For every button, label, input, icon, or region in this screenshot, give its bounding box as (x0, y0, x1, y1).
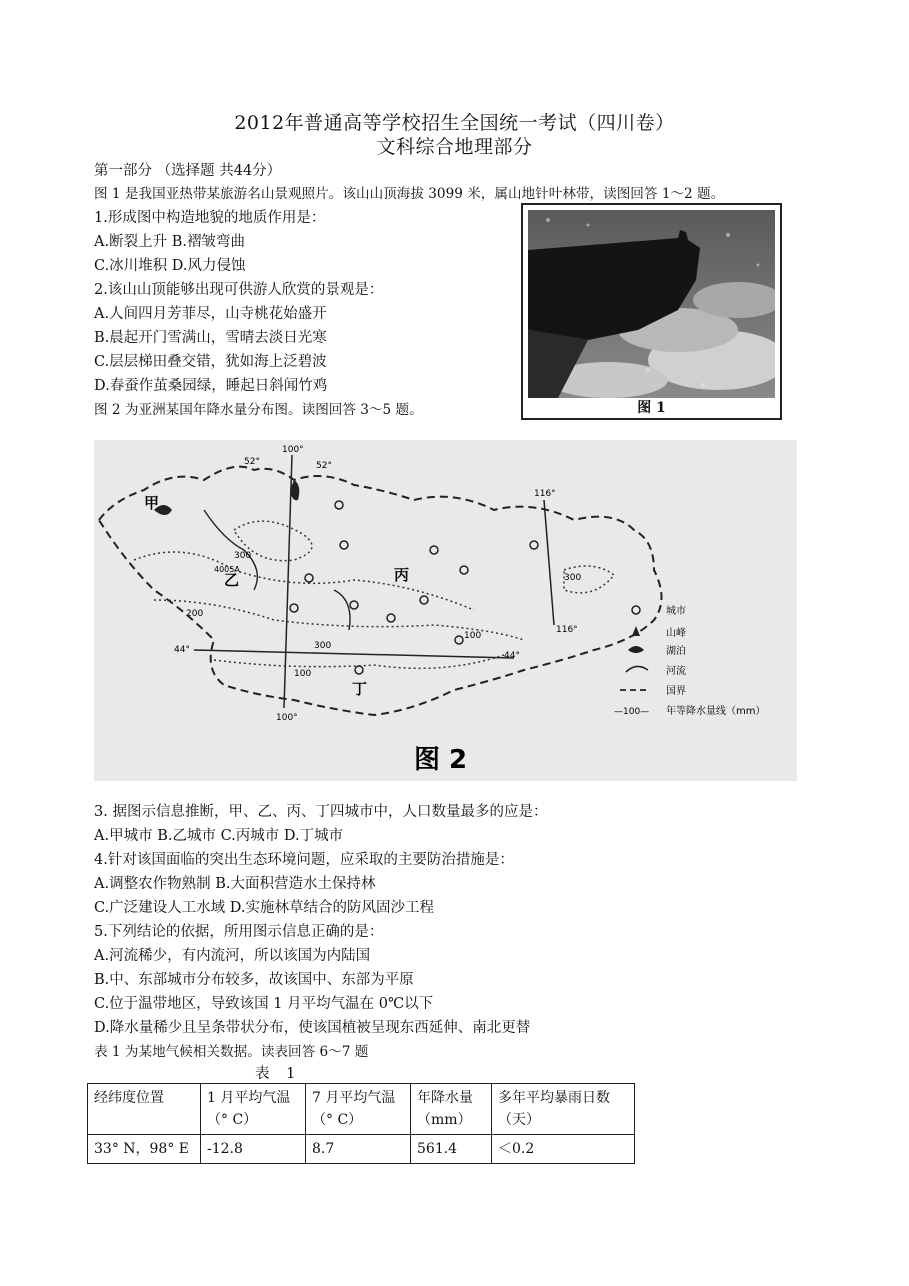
isohyet-label: 100 (464, 631, 482, 641)
figure-1 (521, 203, 782, 420)
table-cell: 561.4 (411, 1135, 492, 1164)
lon-label: 116° (534, 489, 556, 499)
lat-label: 44° (504, 651, 520, 661)
question-line: 5.下列结论的依据，所用图示信息正确的是： (94, 924, 384, 940)
city-bing-label: 丙 (394, 566, 410, 584)
table-header-cell: 经纬度位置 (88, 1084, 201, 1135)
exam-subtitle: 文科综合地理部分 (376, 136, 533, 158)
table-cell: 33° N，98° E (88, 1135, 201, 1164)
part-heading: 第一部分 （选择题 共44分） (94, 163, 282, 179)
question-line: 2.该山山顶能够出现可供游人欣赏的景观是： (94, 282, 384, 298)
option-line: C.层层梯田叠交错，犹如海上泛碧波 (94, 354, 327, 370)
isohyet-label: 200 (186, 609, 204, 619)
isohyet-label: 300 (564, 573, 582, 583)
legend-item: 湖泊 (666, 646, 686, 657)
option-line: A.人间四月芳菲尽，山寺桃花始盛开 (94, 306, 327, 322)
city-yi-label: 乙 (224, 571, 240, 589)
intro-fig1: 图 1 是我国亚热带某旅游名山景观照片。该山山顶海拔 3099 米，属山地针叶林带，读图回答 1～2 题。 (94, 186, 725, 202)
option-line: A.甲城市 B.乙城市 C.丙城市 D.丁城市 (94, 828, 344, 844)
table-header-row (88, 1084, 635, 1135)
intro-table1: 表 1 为某地气候相关数据。读表回答 6～7 题 (94, 1044, 369, 1060)
lat-label: 52° (244, 457, 260, 467)
table-cell: 8.7 (306, 1135, 411, 1164)
lat-label: 44° (174, 645, 190, 655)
legend-item: 山峰 (666, 628, 686, 639)
table-cell: -12.8 (201, 1135, 306, 1164)
isohyet-label: 100 (294, 669, 312, 679)
option-line: B.中、东部城市分布较多，故该国中、东部为平原 (94, 972, 414, 988)
isohyet-label: 300 (234, 551, 252, 561)
figure-2-caption: 图 2 (414, 745, 468, 775)
legend-item: 河流 (666, 666, 686, 677)
city-ding-label: 丁 (352, 680, 368, 698)
question-line: 1.形成图中构造地貌的地质作用是： (94, 210, 326, 226)
question-line: 3. 据图示信息推断，甲、乙、丙、丁四城市中，人口数量最多的应是： (94, 804, 548, 820)
option-line: B.晨起开门雪满山，雪晴去淡日光寒 (94, 330, 327, 346)
lat-label: 52° (316, 461, 332, 471)
option-line: A.河流稀少，有内流河，所以该国为内陆国 (94, 948, 371, 964)
exam-title: 2012年普通高等学校招生全国统一考试（四川卷） (234, 112, 675, 134)
lon-label: 100° (282, 445, 304, 455)
figure-2 (94, 440, 797, 781)
option-line: C.广泛建设人工水域 D.实施林草结合的防风固沙工程 (94, 900, 435, 916)
question-line: 4.针对该国面临的突出生态环境问题，应采取的主要防治措施是： (94, 852, 514, 868)
lon-label: 100° (276, 713, 298, 723)
legend-item: 城市 (666, 606, 686, 617)
table-1-caption: 表 1 (255, 1066, 302, 1082)
peak-label: 4005A (214, 565, 240, 574)
table-header-cell: 多年平均暴雨日数 （天） (492, 1084, 635, 1135)
lon-label: 116° (556, 625, 578, 635)
option-line: D.春蚕作茧桑园绿，睡起日斜闻竹鸡 (94, 378, 328, 394)
table-row (88, 1135, 635, 1164)
table-header-cell: 7 月平均气温 （° C） (306, 1084, 411, 1135)
national-border (99, 467, 662, 715)
legend-sample: —100— (614, 707, 650, 717)
climate-table (87, 1083, 635, 1164)
option-line: D.降水量稀少且呈条带状分布，使该国植被呈现东西延伸、南北更替 (94, 1020, 531, 1036)
option-line: C.位于温带地区，导致该国 1 月平均气温在 0℃以下 (94, 996, 434, 1012)
isohyet-label: 300 (314, 641, 332, 651)
legend-item: 国界 (666, 686, 686, 697)
figure-1-caption: 图 1 (637, 400, 666, 416)
map-legend (614, 604, 765, 717)
table-cell: ＜0.2 (492, 1135, 635, 1164)
option-line: A.调整农作物熟制 B.大面积营造水土保持林 (94, 876, 376, 892)
mountain-photo (528, 210, 775, 398)
legend-item: 年等降水量线（mm） (666, 706, 766, 717)
option-line: A.断裂上升 B.褶皱弯曲 (94, 234, 245, 250)
intro-fig2: 图 2 为亚洲某国年降水量分布图。读图回答 3～5 题。 (94, 402, 423, 418)
option-line: C.冰川堆积 D.风力侵蚀 (94, 258, 246, 274)
table-header-cell: 1 月平均气温 （° C） (201, 1084, 306, 1135)
table-header-cell: 年降水量 （mm） (411, 1084, 492, 1135)
city-jia-label: 甲 (144, 494, 160, 512)
